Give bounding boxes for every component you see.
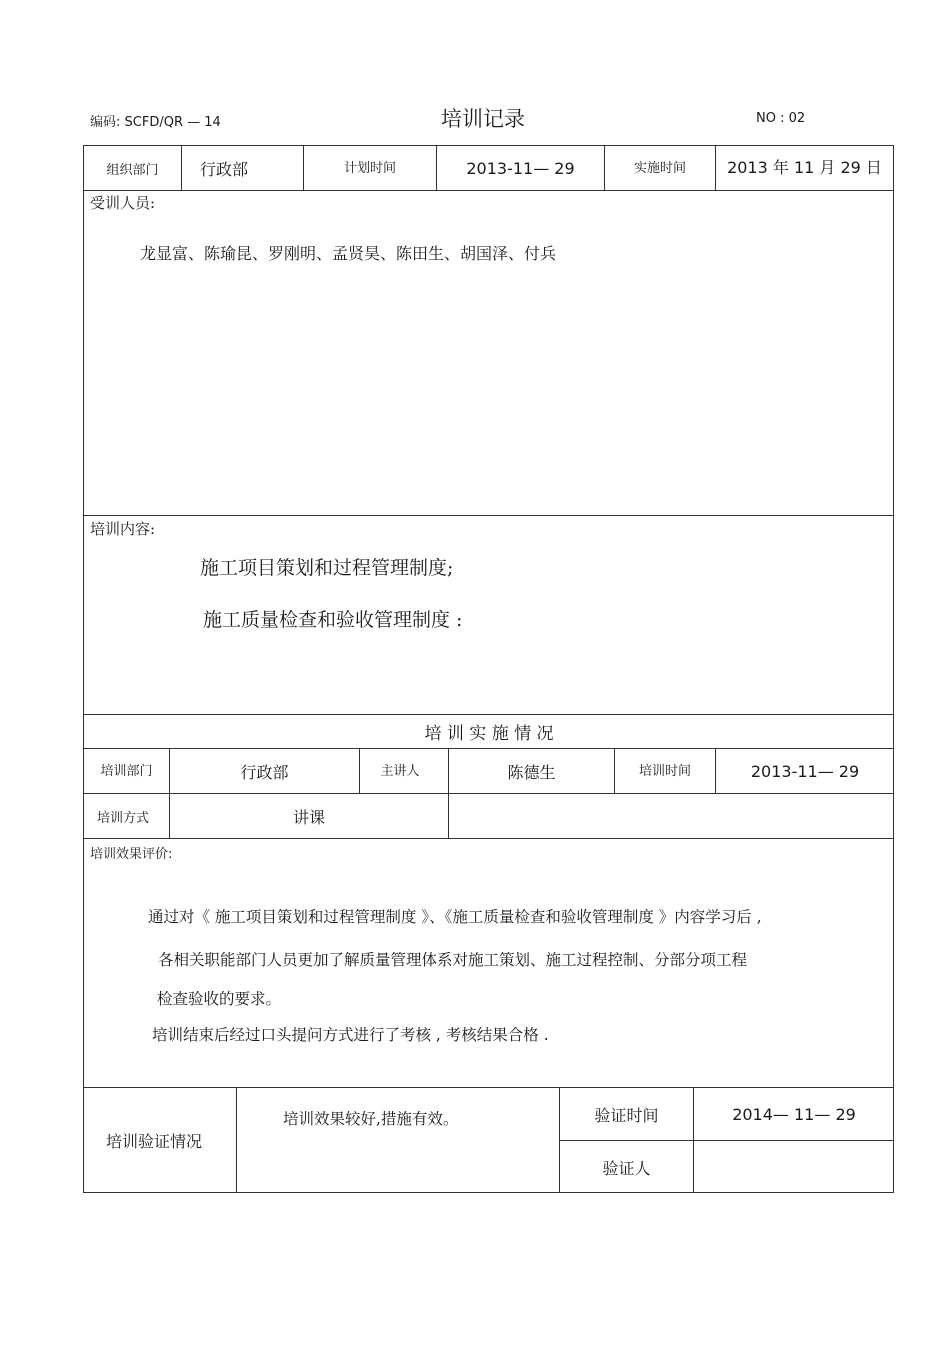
train-time-label: 培训时间 <box>638 763 691 779</box>
implementation-title: 培 训 实 施 情 况 <box>424 724 554 744</box>
content-item-2: 施工质量检查和验收管理制度 : <box>203 609 463 631</box>
form-number: NO : 02 <box>756 111 806 126</box>
train-time-value: 2013-11— 29 <box>750 761 860 781</box>
train-dept-label: 培训部门 <box>100 763 153 779</box>
grid-line <box>83 190 894 191</box>
trainees-label: 受训人员: <box>90 194 156 212</box>
evaluation-line-4: 培训结束后经过口头提问方式进行了考核 , 考核结果合格 . <box>152 1026 549 1044</box>
speaker-label: 主讲人 <box>380 763 420 779</box>
impl-time-label: 实施时间 <box>633 160 686 176</box>
verification-time-value: 2014— 11— 29 <box>732 1104 856 1124</box>
verification-result: 培训效果较好,措施有效。 <box>283 1110 459 1128</box>
grid-line <box>83 838 894 839</box>
page-title-text: 培训记录 <box>441 107 525 131</box>
train-method-value: 讲课 <box>292 807 325 827</box>
evaluation-line-1: 通过对《 施工项目策划和过程管理制度 》、《施工质量检查和验收管理制度 》内容学习后 , <box>148 908 762 926</box>
train-dept-value: 行政部 <box>240 762 289 782</box>
plan-time-label: 计划时间 <box>343 160 396 176</box>
content-item-1: 施工项目策划和过程管理制度; <box>200 557 454 579</box>
org-dept-value: 行政部 <box>199 159 248 179</box>
plan-time-value: 2013-11— 29 <box>466 158 575 178</box>
form-code: 编码: SCFD/QR — 14 <box>90 115 221 130</box>
speaker-value: 陈德生 <box>507 762 556 782</box>
grid-line <box>236 1087 237 1193</box>
verification-label: 培训验证情况 <box>105 1132 202 1151</box>
verification-time-label: 验证时间 <box>594 1105 659 1125</box>
evaluation-line-2: 各相关职能部门人员更加了解质量管理体系对施工策划、施工过程控制、分部分项工程 <box>158 951 748 969</box>
verifier-value <box>694 1141 894 1193</box>
page-title <box>0 103 950 133</box>
evaluation-label: 培训效果评价: <box>90 847 173 862</box>
content-label: 培训内容: <box>90 520 156 538</box>
trainees-names: 龙显富、陈瑜昆、罗刚明、孟贤昊、陈田生、胡国泽、付兵 <box>140 244 557 263</box>
grid-line <box>83 515 894 516</box>
verifier-label: 验证人 <box>602 1158 651 1178</box>
train-method-label: 培训方式 <box>96 810 149 826</box>
evaluation-line-3: 检查验收的要求。 <box>157 990 282 1008</box>
org-dept-label: 组织部门 <box>106 162 159 178</box>
impl-time-value: 2013 年 11 月 29 日 <box>727 157 882 177</box>
